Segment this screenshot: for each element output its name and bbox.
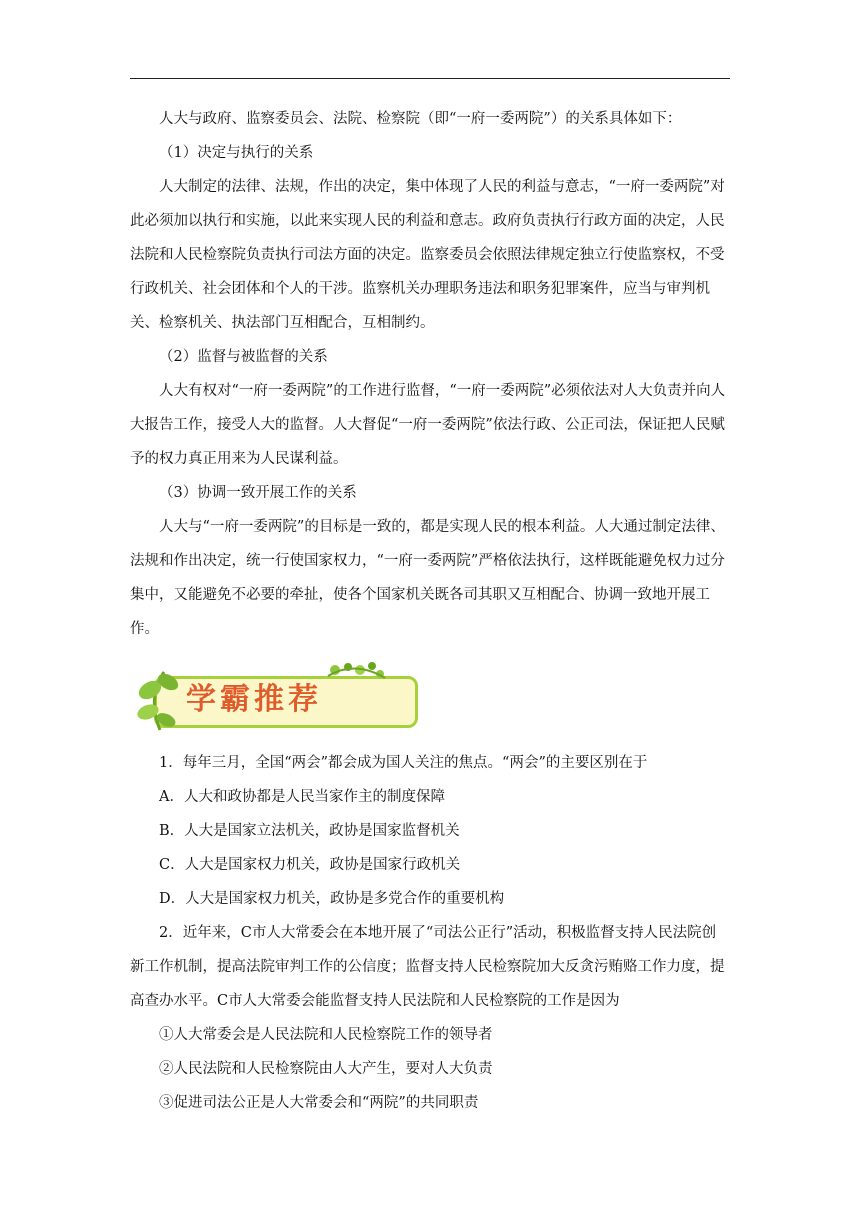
question-1: 1．每年三月，全国“两会”都会成为国人关注的焦点。“两会”的主要区别在于 bbox=[159, 755, 648, 771]
question-1-option-a: A．人大和政协都是人民当家作主的制度保障 bbox=[159, 789, 445, 805]
intro-paragraph: 人大与政府、监察委员会、法院、检察院（即“一府一委两院”）的关系具体如下： bbox=[159, 111, 682, 127]
section-paragraph-1: 人大制定的法律、法规，作出的决定，集中体现了人民的利益与意志，“一府一委两院”对此必须加以执行和实施，以此来实现人民的利益和意志。政府负责执行行政方面的决定，人民法院和人民检察院负责执行司法方面的决定。监察委员会依照法律规定独立行使监察权，不受行政机关、社会团体和个人的干涉。监察机关办理职务违法和职务犯罪案件，应当与审判机关、检察机关、执法部门互相配合，互相制约。 bbox=[130, 179, 725, 331]
section-heading-1: （1）决定与执行的关系 bbox=[159, 145, 314, 161]
section-paragraph-2: 人大有权对“一府一委两院”的工作进行监督，“一府一委两院”必须依法对人大负责并向人大报告工作，接受人大的监督。人大督促“一府一委两院”依法行政、公正司法，保证把人民赋予的权力真正用来为人民谋利益。 bbox=[130, 383, 726, 467]
question-1-option-d: D．人大是国家权力机关，政协是多党合作的重要机构 bbox=[159, 891, 505, 907]
question-2-item-1: ①人大常委会是人民法院和人民检察院工作的领导者 bbox=[159, 1027, 493, 1043]
question-1-option-c: C．人大是国家权力机关，政协是国家行政机关 bbox=[159, 857, 461, 873]
question-2: 2．近年来，C市人大常委会在本地开展了“司法公正行”活动，积极监督支持人民法院创新工作机制，提高法院审判工作的公信度；监督支持人民检察院加大反贪污贿赂工作力度，提高查办水平。C市人大常委会能监督支持人民法院和人民检察院的工作是因为 bbox=[130, 925, 725, 1009]
document-body bbox=[130, 102, 730, 1120]
question-1-option-b: B．人大是国家立法机关，政协是国家监督机关 bbox=[159, 823, 460, 839]
section-heading-2: （2）监督与被监督的关系 bbox=[159, 349, 328, 365]
question-2-item-3: ③促进司法公正是人大常委会和“两院”的共同职责 bbox=[159, 1095, 479, 1111]
recommendation-banner bbox=[130, 660, 730, 740]
header-rule bbox=[130, 78, 730, 79]
section-heading-3: （3）协调一致开展工作的关系 bbox=[159, 485, 357, 501]
question-2-item-2: ②人民法院和人民检察院由人大产生，要对人大负责 bbox=[159, 1061, 493, 1077]
banner-title: 学霸推荐 bbox=[186, 682, 322, 717]
section-paragraph-3: 人大与“一府一委两院”的目标是一致的，都是实现人民的根本利益。人大通过制定法律、法规和作出决定，统一行使国家权力，“一府一委两院”严格依法执行，这样既能避免权力过分集中，又能避免不必要的牵扯，使各个国家机关既各司其职又互相配合、协调一致地开展工作。 bbox=[130, 519, 725, 637]
